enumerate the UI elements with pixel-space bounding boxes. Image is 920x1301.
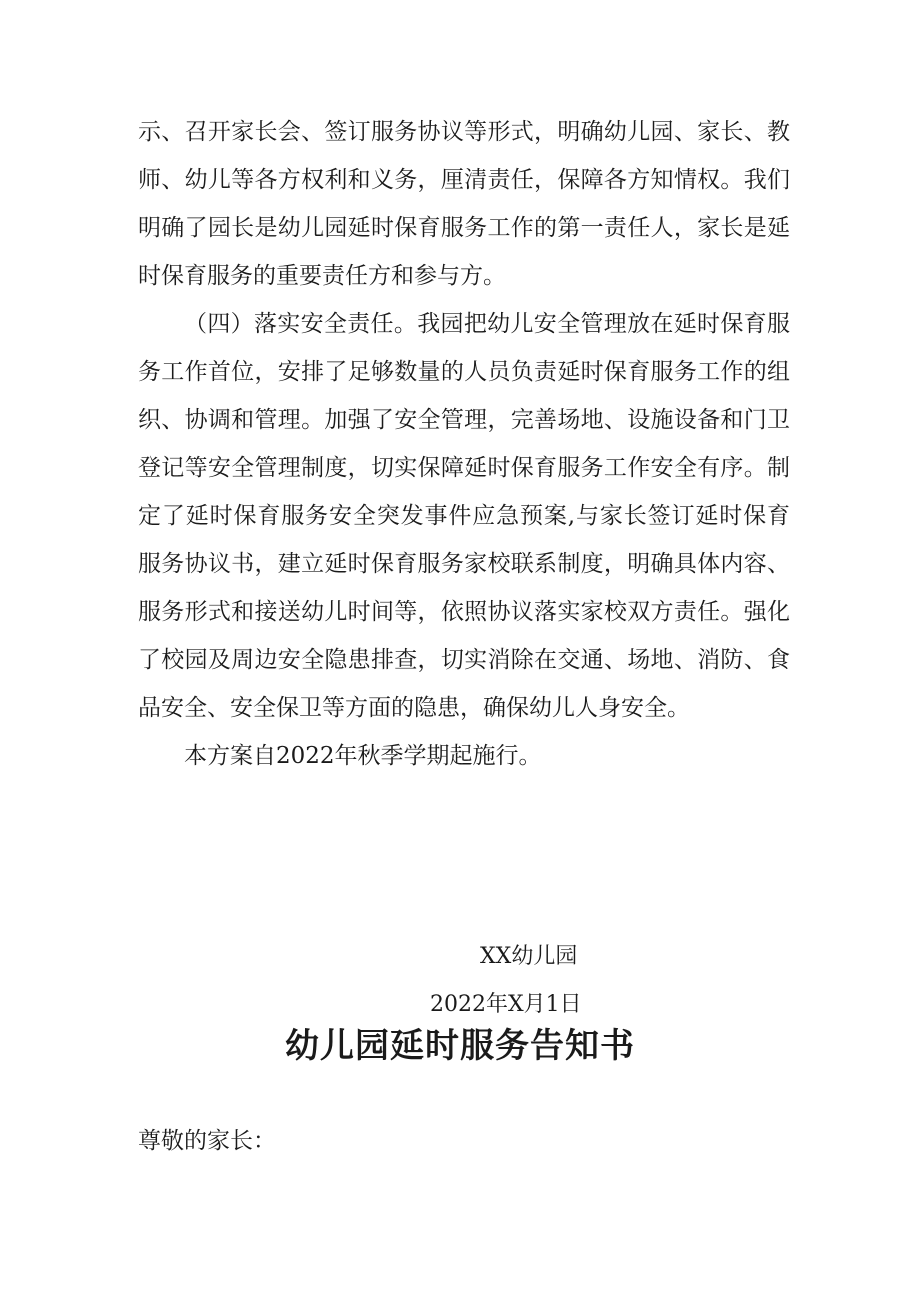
body-line: 服务形式和接送幼儿时间等，依照协议落实家校双方责任。强化 [138, 599, 790, 625]
effective-date-line: 本方案自2022年秋季学期起施行。 [184, 743, 542, 769]
body-line: 了校园及周边安全隐患排查，切实消除在交通、场地、消防、食 [138, 647, 790, 673]
body-line: 师、幼儿等各方权利和义务，厘清责任，保障各方知情权。我们 [138, 167, 790, 193]
body-line: 品安全、安全保卫等方面的隐患，确保幼儿人身安全。 [138, 695, 690, 721]
notice-salutation: 尊敬的家长： [138, 1128, 276, 1154]
body-line: 定了延时保育服务安全突发事件应急预案,与家长签订延时保育 [138, 503, 790, 529]
section-heading-line: （四）落实安全责任。我园把幼儿安全管理放在延时保育服 [184, 311, 790, 337]
body-line: 登记等安全管理制度，切实保障延时保育服务工作安全有序。制 [138, 455, 790, 481]
body-line: 务工作首位，安排了足够数量的人员负责延时保育服务工作的组 [138, 359, 790, 385]
signature-date: 2022年X月1日 [430, 992, 582, 1017]
body-line: 织、协调和管理。加强了安全管理，完善场地、设施设备和门卫 [138, 407, 790, 433]
notice-title: 幼儿园延时服务告知书 [285, 1026, 635, 1066]
body-line: 时保育服务的重要责任方和参与方。 [138, 263, 506, 289]
body-line: 明确了园长是幼儿园延时保育服务工作的第一责任人，家长是延 [138, 215, 790, 241]
signature-organization: XX幼儿园 [480, 944, 578, 969]
body-line: 服务协议书，建立延时保育服务家校联系制度，明确具体内容、 [138, 551, 790, 577]
body-line: 示、召开家长会、签订服务协议等形式，明确幼儿园、家长、教 [138, 119, 790, 145]
